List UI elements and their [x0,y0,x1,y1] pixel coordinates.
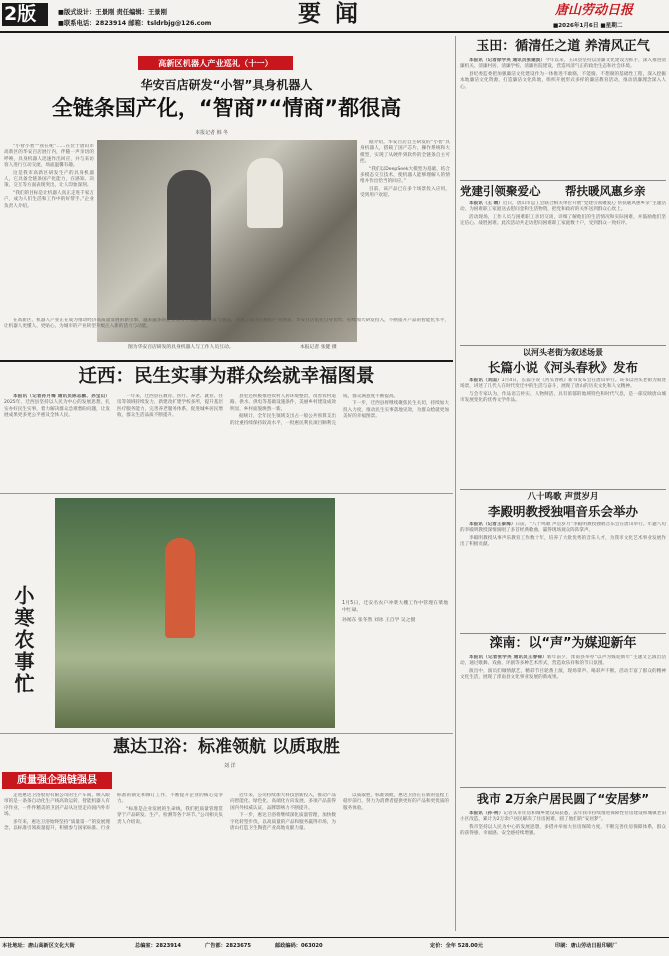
page-header [0,0,669,32]
rule-1 [460,180,666,181]
article-party [460,183,666,343]
housing-headline: 我市 2万余户居民圆了“安居梦” [476,792,650,806]
main-kicker: 华安百店研发“小智”具身机器人 [140,78,313,92]
divider-qianxi [0,360,453,362]
main-photo-caption: 图为华安百店研发的具身机器人与工作人员互动。 [128,345,234,350]
divider-huida [0,733,453,734]
footer-ad-phone: 广告部：2823675 [205,943,252,949]
qianxi-lead: 本报讯（记者孙月梅 通讯员陈志鹏、孙宝山） [13,394,110,399]
photo-person [167,170,211,320]
masthead-logo: 唐山劳动日报 [555,3,634,18]
article-concert [460,491,666,631]
farm-photo-worker [165,538,195,638]
article-housing [460,790,666,930]
concert-body: 本报讯（记者王泰海）日前，“八十鸣歌 声贯岁月”李殿明教授独唱音乐会在唐山举行。年逾八旬的李殿明教授深情演唱了多首经典歌曲，赢得现场观众阵阵掌声。 李殿明教授从事声乐教育工作数十年，培养了大批优秀的音乐人才，为我市文化艺术事业发展作出了积极贡献。 [460,522,666,548]
qianxi-headline: 迁西：民生实事为群众绘就幸福图景 [78,366,375,387]
novel-kicker: 以河头老街为叙述场景 [523,348,603,357]
farm-photo-caption [342,600,448,680]
footer [0,937,669,956]
novel-body: 本报讯（刘国）1月4日，长篇小说《河头春秋》新书发布会在唐山举行。该书以河头老街为叙述场景，讲述了几代人在时代变迁中的生活与奋斗，展现了唐山的历史文化和人文精神。 与会专家认为，作品语言朴实、人物鲜活，具有浓郁的地域特色和时代气息，是一部反映唐山城市发展变化的优秀文学作品。 [460,378,666,404]
header-rule [0,31,669,33]
main-body-col2: 据介绍，华安百店自主研发的“小智”具身机器人，搭载了国产芯片、操作系统和大模型，实现了从硬件到软件的全链条自主可控。 “我们以DeepSeek大模型为基础，结合多模态交互技术，使机器人能够理解人的情绪并作出恰当的回应。” 目前，该产品已在多个场景投入应用，受到用户欢迎。 [360,140,450,199]
luannan-headline: 滦南：以“声”为媒迎新年 [489,636,637,651]
luannan-body: 本报讯（记者张学英 通讯员王春禄）新年前夕，滦南县举办“以声为媒迎新年”主题文艺演出活动，通过歌舞、戏曲、评剧等多种艺术形式，营造欢乐祥和的节日氛围。 演出中，演员们倾情献艺，精彩节目轮番上演，现场掌声、喝彩声不断。活动丰富了群众的精神文化生活，展现了滦南县文化事业发展的新成果。 [460,655,666,681]
right-column-divider [455,36,456,931]
rule-2 [460,345,666,346]
concert-lead: 本报讯（记者王泰海） [469,522,516,527]
rule-4 [460,633,666,634]
series-banner [138,56,293,70]
housing-lead: 本报讯（孙·柯） [469,811,504,816]
party-right-title: 帮扶暖风惠乡亲 [565,184,646,198]
header-date: ■2026年1月6日 ■星期二 [553,23,623,29]
rule-5 [460,787,666,788]
header-contact-line: ■联系电话：2823914 邮箱：tsldrbjg@126.com [58,20,212,27]
qianxi-body: 本报讯（记者孙月梅 通讯员陈志鹏、孙宝山）2025年，迁西县坚持以人民为中心的发展思想，扎实办好民生实事，着力解决群众急难愁盼问题，让发展成果更多更公平惠及全体人民。 一年来，迁西县在教育、医疗、养老、就业、住房等领域持续发力，新建改扩建学校多所，提升基层医疗服务能力，完善养老服务体系，促进城乡居民增收，群众生活品质不断提升。 县里还积极推进农村人居环境整治，改善农村道路、供水、供电等基础设施条件，美丽乡村建设成效明显，乡村面貌焕然一新。 据统计，全年民生领域支出占一般公共预算支出的比重持续保持较高水平，一批惠民利民项目顺利完成，群众满意度不断提高。 下一步，迁西县将继续聚焦民生关切，持续加大投入力度，推动民生实事落地见效，为群众绘就更加美好的幸福图景。 [4,394,449,426]
party-lead: 本报讯（王 晴） [469,201,503,206]
quality-banner-text: 质量强企强链强县 [17,775,97,786]
yutian-lead: 本报讯（记者徐学英 通讯员张建波） [469,58,546,63]
header-designer-line: ■版式设计：王景刚 责任编辑：王景刚 [58,9,167,16]
article-novel [460,347,666,487]
main-photo [97,140,357,342]
party-left-title: 党建引领聚爱心 [460,184,541,198]
farm-caption-text: 1月5日，迁安名农户冲菜大棚工作中管理在菜地中忙碌。 [342,601,448,613]
edition-number: 2版 [4,3,37,25]
yutian-body: 本报讯（记者徐学英 通讯员张建波）今年以来，玉田县坚持以清廉文化建设为抓手，深入推进清廉机关、清廉村居、清廉学校、清廉医院建设，营造风清气正的政治生态和社会环境。 县纪委监委把加强廉洁文化建设作为一体推进不敢腐、不能腐、不想腐的基础性工程，深入挖掘本地廉洁文化资源，打造廉洁文化阵地，组织开展形式多样的廉洁教育活动，推动清廉理念深入人心。 [460,58,666,90]
huida-body: 走进惠达卫浴股份有限公司的生产车间，映入眼帘的是一条条自动化生产线高效运转，智能机器人有序作业，一件件精美的卫浴产品从这里走向国内外市场。 多年来，惠达卫浴始终坚持“质量第一”的发展理念，以标准引领质量提升，积极参与国家标准、行业标准的制定和修订工作，不断提升企业的核心竞争力。 “标准是企业发展的生命线，我们把质量管理贯穿于产品研发、生产、检测等各个环节。”公司相关负责人介绍说。 近年来，公司持续加大科技创新投入，推动产品向智能化、绿色化、高端化方向发展，多项产品获得国内外权威认证，品牌影响力不断提升。 下一步，惠达卫浴将继续深化质量管理，加快数字化转型步伐，以高质量的产品和服务赢得市场，为唐山打造卫生陶瓷产业高地贡献力量。 以质取胜，标准领航，惠达卫浴正在新的征程上稳步前行，努力为消费者提供更好的产品和更优质的服务体验。 [4,793,449,832]
footer-printer: 印刷：唐山劳动日报印刷厂 [555,943,618,949]
rule-3 [460,489,666,490]
luannan-lead: 本报讯（记者张学英 通讯员王春禄） [469,655,547,660]
footer-editorial-phone: 总编室：2823914 [135,943,182,949]
article-luannan [460,635,666,785]
party-body: 本报讯（王 晴）近日，唐山市总工会联合相关单位开展“党建引领聚爱心 帮扶暖风惠乡亲”主题活动，为困难职工家庭送去慰问金和生活物资，把党和政府的关怀送到群众心坎上。 活动现场，工作人员与困难职工亲切交谈，详细了解他们的生活情况和实际困难，并鼓励他们坚定信心、战胜困难。此次活动共走访慰问困难职工家庭数十户，受到群众一致好评。 [460,201,666,227]
main-byline: 本报记者 韩 冬 [195,130,229,136]
section-title: 要 闻 [298,1,362,27]
novel-lead: 本报讯（刘国） [469,378,502,383]
vertical-title-text: 小寒农事忙 [11,585,35,695]
main-body-lower: 在高新区，机器人产业正在成为推动经济高质量发展的新引擎，越来越多的企业投身于机器人的研发与制造，形成了较为完整的产业链条。华安百店依托自身优势，持续加大研发投入，不断提升产品的智能化水平，让机器人更懂人、更贴心，为城市的产业转型升级注入新的活力与动能。 [4,318,449,330]
main-body-col1: “小智小智”“我在呢”……在位于唐山市高新区的华安百店展厅内，伴随一声亲切的呼唤，具身机器人迅速作出回应，并与来访客人进行互动交流，场面温馨有趣。 这是我市高新区研发生产的具身机器人，它具备全链条国产化能力，在感知、决策、交互等方面表现突出，让人印象深刻。 “我们的目标是让机器人真正走进千家万户，成为人们生活和工作中的好帮手。”企业负责人介绍。 [4,144,94,209]
footer-price: 定价：全年 528.00元 [430,943,483,949]
main-headline: 全链条国产化，“智商”“情商”都很高 [51,96,402,120]
photo-robot [247,158,283,228]
series-banner-text: 高新区机器人产业巡礼（十一） [158,58,273,68]
huida-headline: 惠达卫浴：标准领航 以质取胜 [113,737,340,757]
farm-caption-credit: 孙闻东 张冬然 刘冰 王自学 吴之摄 [342,618,416,623]
footer-postcode: 邮政编码：063020 [275,943,323,949]
farm-photo [55,498,335,728]
housing-body: 本报讯（孙·柯）记者从市住房和城乡建设局获悉，去年我市持续推进保障性住房建设和城镇老旧小区改造，累计为2万余户居民解决了住房困难，圆了他们的“安居梦”。 我市坚持以人民为中心的发展思想，多措并举加大住房保障力度，不断完善住房保障体系，群众的获得感、幸福感、安全感持续增强。 [460,811,666,837]
concert-headline: 李殿明教授独唱音乐会举办 [487,504,638,519]
qianxi-rule [0,493,453,494]
article-yutian [460,38,666,178]
huida-byline: 刘 洋 [224,763,236,769]
vertical-title [8,585,42,695]
yutian-headline: 玉田：循清任之道 养清风正气 [476,39,650,54]
main-story [0,36,453,358]
concert-kicker: 八十鸣歌 声贯岁月 [527,492,599,502]
novel-headline: 长篇小说《河头春秋》发布 [487,360,638,375]
main-photo-credit: 本报记者 张健 摄 [300,345,337,350]
quality-banner [2,772,112,789]
footer-address: 本社地址：唐山高新区文化大街 [2,943,75,949]
